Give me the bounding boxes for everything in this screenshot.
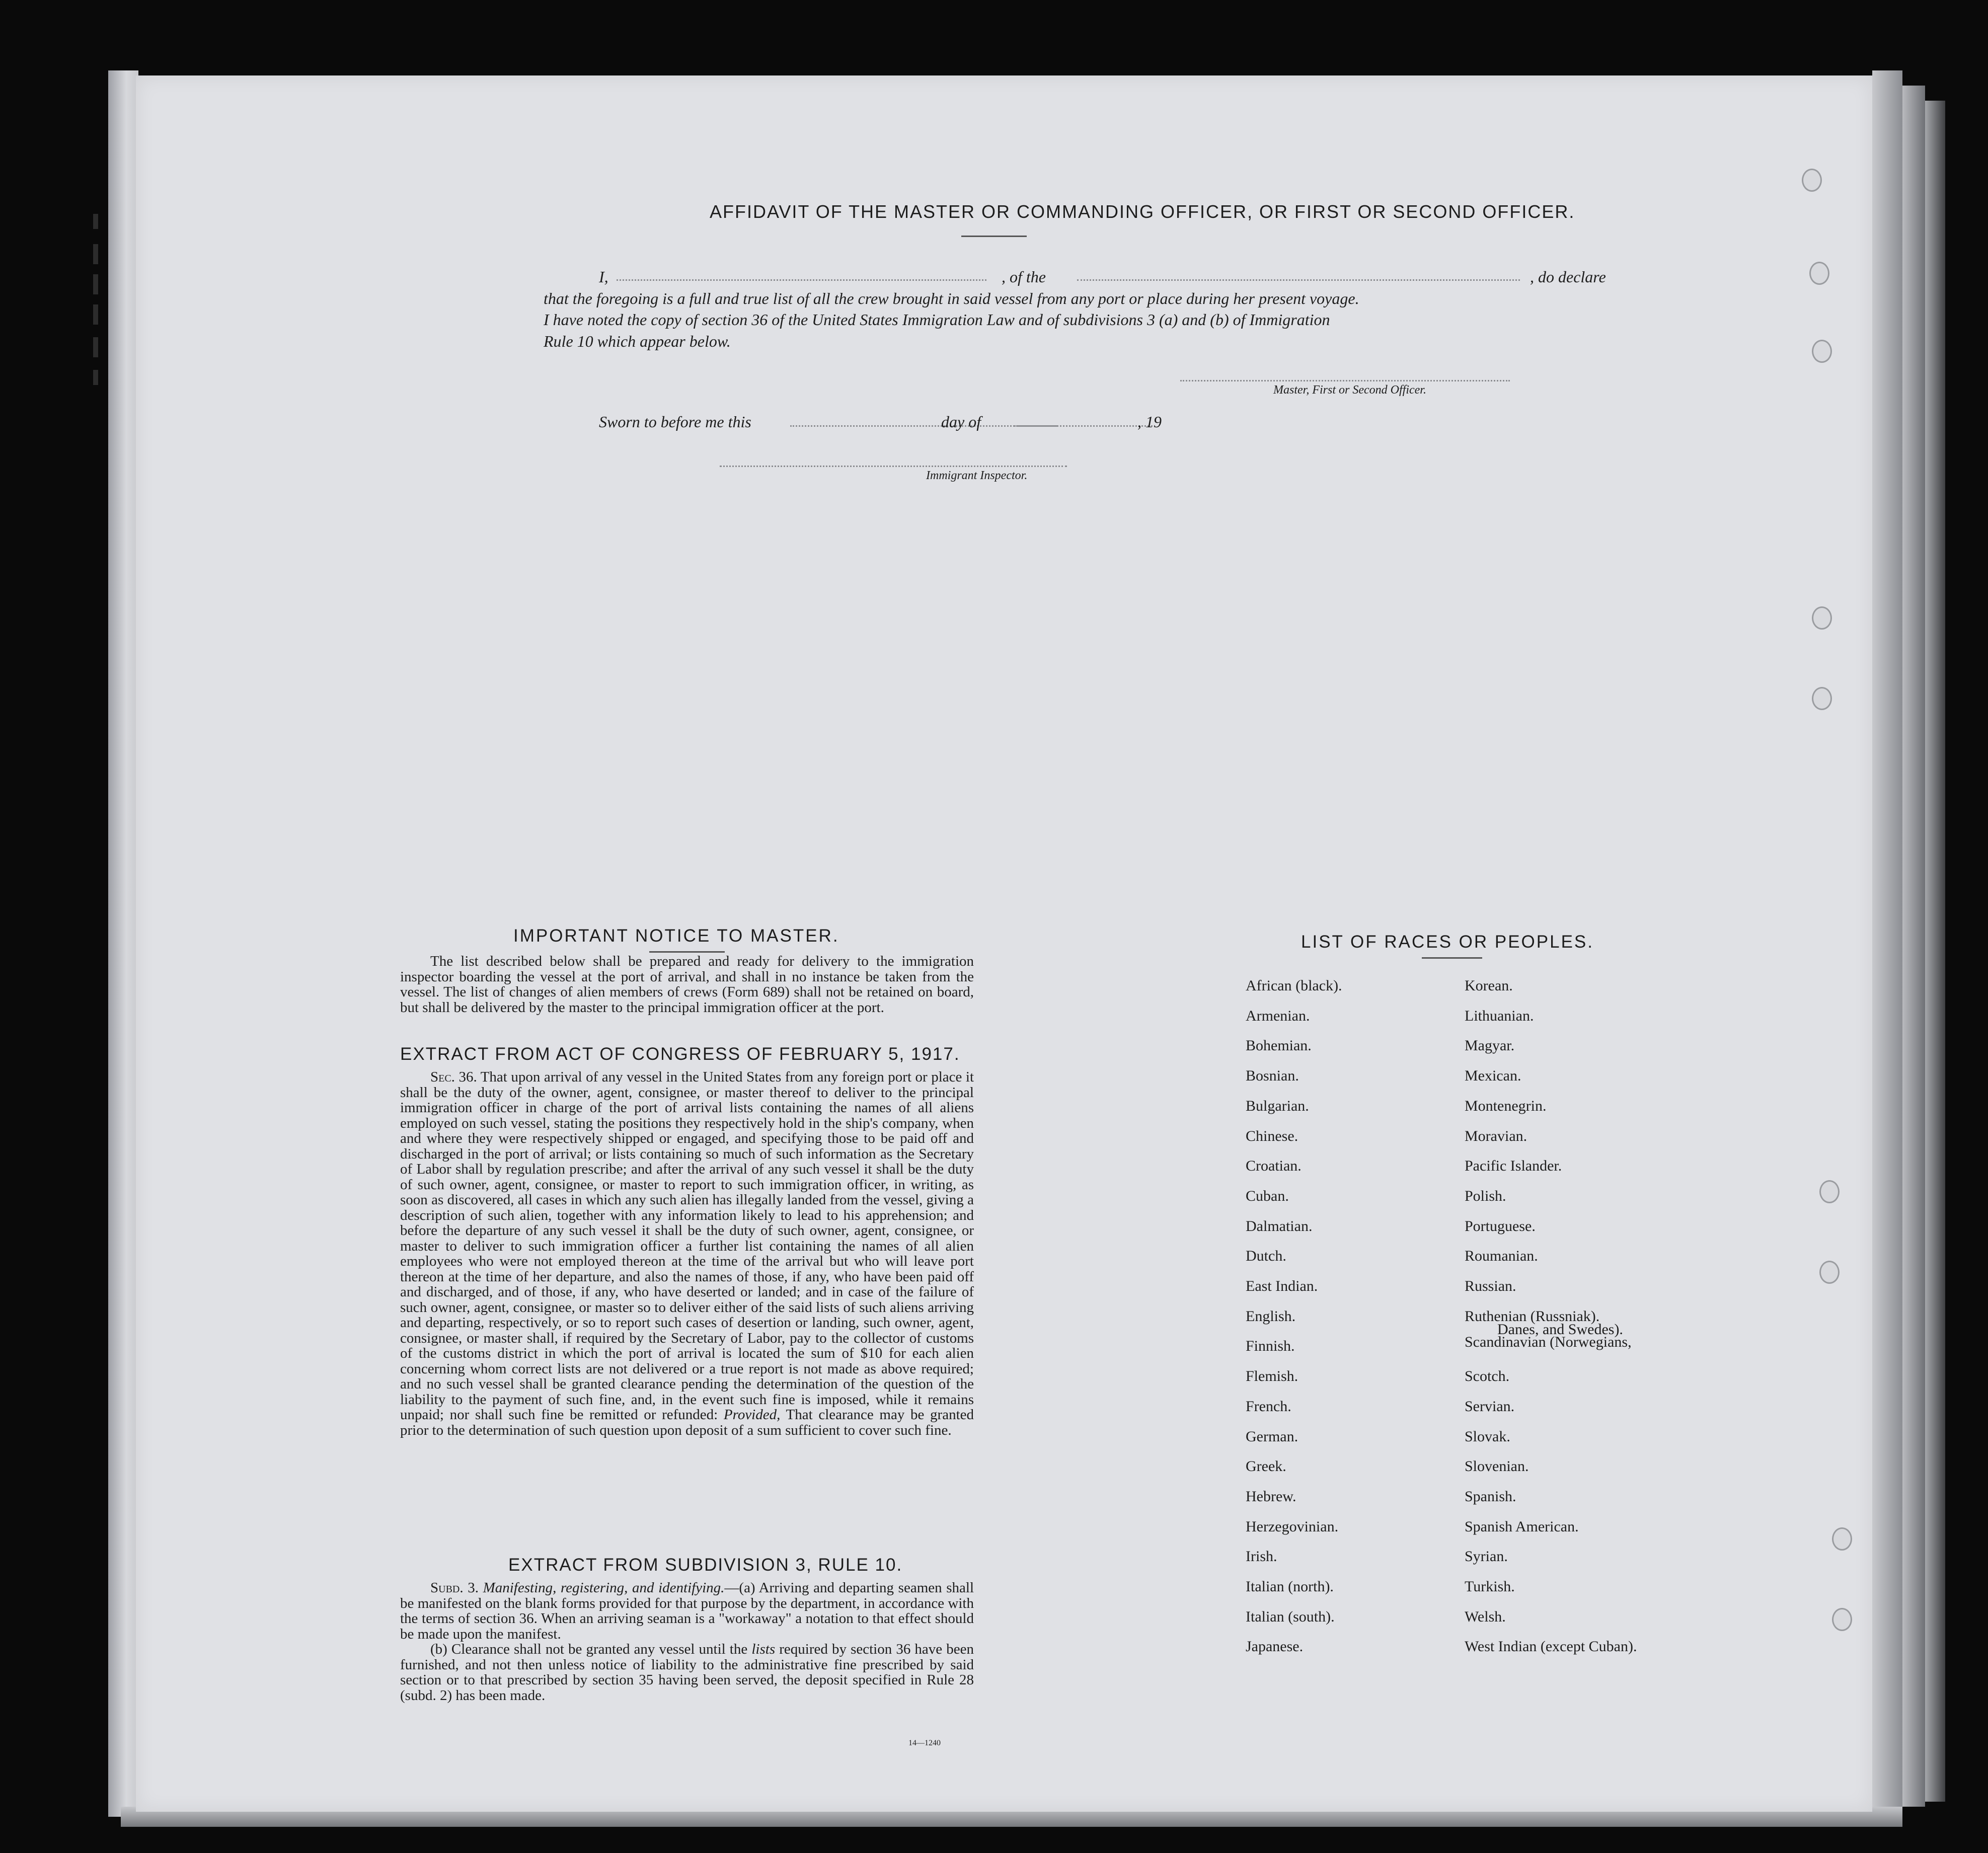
race-item: Mexican. (1465, 1067, 1521, 1085)
race-item: Slovenian. (1465, 1458, 1529, 1475)
race-item: East Indian. (1246, 1278, 1318, 1294)
race-item: Ruthenian (Russniak). (1465, 1307, 1600, 1325)
race-item: Flemish. (1246, 1368, 1298, 1385)
month-blank (1014, 425, 1153, 427)
race-item: Korean. (1465, 977, 1513, 994)
underlying-page-edge-right-3 (1925, 101, 1945, 1802)
race-item: Polish. (1465, 1187, 1506, 1204)
lists-term: lists (751, 1641, 776, 1657)
section-text: That upon arrival of any vessel in the United States from any foreign port or place it shall be the duty of the owner, agent, consignee, or master thereof to deliver to the principal immigration officer in charge of the port of arrival lists containing the names of all aliens employed on such vessel, stating the positions they respectively hold in the ship's company, when and where they were respectively shipped or engaged, and specifying those to be paid off and discharged in the port of arrival; or lists containing so much of such information as the Secretary of Labor shall by regulation prescribe; and after the arrival of any such vessel it shall be the duty of such owner, agent, consignee, or master to report to such immigration officer, in writing, as soon as discovered, all cases in which any such alien has illegally landed from the vessel, giving a description of such alien, together with any information likely to lead to his apprehension; and before the departure of any such vessel it shall be the duty of such owner, agent, consignee, or master to deliver to such immigration officer a further list containing the names of all alien employees who were not employed thereon at the time of the arrival but who will leave port thereon at the time of her departure, and also the names of those, if any, who have been paid off and discharged, and of those, if any, who have deserted or landed; and in case of the failure of such owner, agent, consignee, or master so to deliver either of the said lists of such aliens arriving and departing, respectively, or so to report such cases of desertion or landing, such owner, agent, consignee, or master shall, if required by the Secretary of Labor, pay to the collector of customs of the customs district in which the port of arrival is located the sum of $10 for each alien concerning whom correct lists are not delivered or a true report is not made as above required; and no such vessel shall be granted clearance pending the determination of the question of the liability to the payment of such fine, and, in the event such fine is imposed, while it remains unpaid; nor shall such fine be remitted or refunded: (400, 1069, 974, 1423)
race-item: Roumanian. (1465, 1248, 1538, 1265)
race-item: Slovak. (1465, 1428, 1510, 1445)
form-number: 14—1240 (908, 1739, 941, 1747)
extract-rule-title: EXTRACT FROM SUBDIVISION 3, RULE 10. (508, 1555, 903, 1575)
extract-act-body (400, 1069, 974, 1438)
affidavit-line-3: I have noted the copy of section 36 of the United States Immigration Law and of subdivisions 3 (a) and (b) of Immigration (544, 311, 1330, 329)
signature-blank (1180, 380, 1510, 381)
day-of-text: day of (941, 413, 981, 431)
race-item: German. (1246, 1428, 1298, 1445)
document-page (136, 75, 1872, 1812)
race-item: Portuguese. (1465, 1217, 1536, 1234)
binding-hole (1819, 1180, 1840, 1203)
race-item: Dutch. (1246, 1248, 1286, 1265)
subdivision-label: Subd. 3. (430, 1580, 479, 1596)
binding-hole (1832, 1527, 1852, 1551)
scan-mark (93, 214, 98, 229)
underlying-page-edge-right (1872, 70, 1902, 1812)
underlying-page-edge-left (108, 70, 138, 1817)
extract-act-title: EXTRACT FROM ACT OF CONGRESS OF FEBRUARY 5, 1917. (400, 1044, 960, 1064)
divider (961, 236, 1027, 237)
inspector-blank (720, 466, 1067, 467)
race-item: Dalmatian. (1246, 1217, 1313, 1234)
affidavit-line-4: Rule 10 which appear below. (544, 332, 731, 350)
race-item: Irish. (1246, 1548, 1277, 1565)
subdivision-para-b-end: required by section 36 have been furnished, and not then unless notice of liability to the administrative fine prescribed by said section or to that prescribed by section 35 having been served, the deposit specified in Rule 28 (subd. 2) has been made. (400, 1641, 974, 1704)
race-item: Lithuanian. (1465, 1007, 1534, 1024)
binding-hole (1819, 1261, 1840, 1284)
subdivision-para-a: —(a) Arriving and departing seamen shall be manifested on the blank forms provided for that purpose by the department, in accordance with the terms of section 36. When an arriving seaman is a "workaway" a notation to that effect should be made upon the manifest. (400, 1580, 974, 1642)
name-blank (617, 279, 986, 281)
race-item: Italian (north). (1246, 1578, 1334, 1595)
subdivision-para-b: (b) Clearance shall not be granted any vessel until the (430, 1641, 748, 1657)
race-item: French. (1246, 1398, 1291, 1415)
race-item: Croatian. (1246, 1157, 1302, 1175)
scan-mark (93, 337, 98, 357)
race-item: Herzegovinian. (1246, 1518, 1339, 1535)
inspector-caption: Immigrant Inspector. (926, 469, 1028, 482)
race-item: Syrian. (1465, 1548, 1508, 1565)
binding-hole (1812, 606, 1832, 630)
notice-body: The list described below shall be prepared and ready for delivery to the immigration inspector boarding the vessel at the port of arrival, and shall in no instance be taken from the vessel. The list of changes of alien members of crews (Form 689) shall not be retained on board, but shall be delivered by the master to the principal immigration officer at the port. (400, 953, 974, 1016)
sworn-text: Sworn to before me this (599, 413, 751, 431)
signature-caption: Master, First or Second Officer. (1273, 383, 1426, 397)
race-item: Spanish American. (1465, 1518, 1579, 1535)
affidavit-title: AFFIDAVIT OF THE MASTER OR COMMANDING OFFICER, OR FIRST OR SECOND OFFICER. (710, 201, 1575, 222)
race-item: Turkish. (1465, 1578, 1515, 1595)
binding-hole (1809, 262, 1829, 285)
affidavit-i-label: I, (599, 268, 608, 286)
scan-mark (93, 304, 98, 325)
divider (649, 951, 725, 953)
affidavit-of-the: , of the (1002, 268, 1046, 286)
race-item: Finnish. (1246, 1338, 1295, 1355)
subdivision-heading: Manifesting, registering, and identifying. (483, 1580, 725, 1596)
race-item: Bohemian. (1246, 1037, 1312, 1054)
race-item: Scotch. (1465, 1368, 1510, 1385)
race-item: African (black). (1246, 977, 1342, 994)
scan-mark (93, 274, 98, 294)
affidavit-do-declare: , do declare (1530, 268, 1606, 286)
divider (1422, 957, 1482, 959)
race-item: West Indian (except Cuban). (1465, 1638, 1637, 1655)
race-item: English. (1246, 1307, 1296, 1325)
race-item: Welsh. (1465, 1608, 1506, 1625)
race-item: Russian. (1465, 1278, 1516, 1294)
race-item: Bosnian. (1246, 1067, 1299, 1085)
section-label: Sec. 36. (430, 1069, 477, 1085)
race-item: Hebrew. (1246, 1488, 1296, 1505)
binding-hole (1802, 169, 1822, 192)
race-item: Spanish. (1465, 1488, 1516, 1505)
notice-title: IMPORTANT NOTICE TO MASTER. (513, 926, 839, 946)
year-prefix: , 19 (1137, 413, 1162, 431)
race-item: Montenegrin. (1465, 1097, 1547, 1114)
binding-hole (1812, 340, 1832, 363)
vessel-blank (1077, 279, 1520, 281)
scan-mark (93, 370, 98, 385)
race-item: Danes, and Swedes). (1497, 1321, 1623, 1338)
affidavit-line-2: that the foregoing is a full and true list of all the crew brought in said vessel from any port or place during her present voyage. (544, 289, 1359, 307)
section-text-end: That clearance may be granted prior to the determination of such question upon deposit of a sum sufficient to cover such fine. (400, 1407, 974, 1438)
provided-term: Provided, (723, 1407, 781, 1423)
binding-hole (1832, 1608, 1852, 1631)
race-item: Armenian. (1246, 1007, 1310, 1024)
underlying-page-edge-right-2 (1902, 86, 1925, 1807)
race-item: Magyar. (1465, 1037, 1515, 1054)
race-item: Scandinavian (Norwegians, (1465, 1334, 1632, 1351)
race-item: Bulgarian. (1246, 1097, 1309, 1114)
scan-mark (93, 244, 98, 264)
extract-rule-body (400, 1580, 974, 1703)
race-item: Italian (south). (1246, 1608, 1335, 1625)
race-item: Cuban. (1246, 1187, 1289, 1204)
races-title: LIST OF RACES OR PEOPLES. (1301, 932, 1594, 952)
binding-hole (1812, 687, 1832, 710)
race-item: Moravian. (1465, 1127, 1527, 1144)
race-item: Chinese. (1246, 1127, 1298, 1144)
race-item: Japanese. (1246, 1638, 1304, 1655)
race-item: Pacific Islander. (1465, 1157, 1562, 1175)
race-item: Greek. (1246, 1458, 1286, 1475)
race-item: Servian. (1465, 1398, 1515, 1415)
